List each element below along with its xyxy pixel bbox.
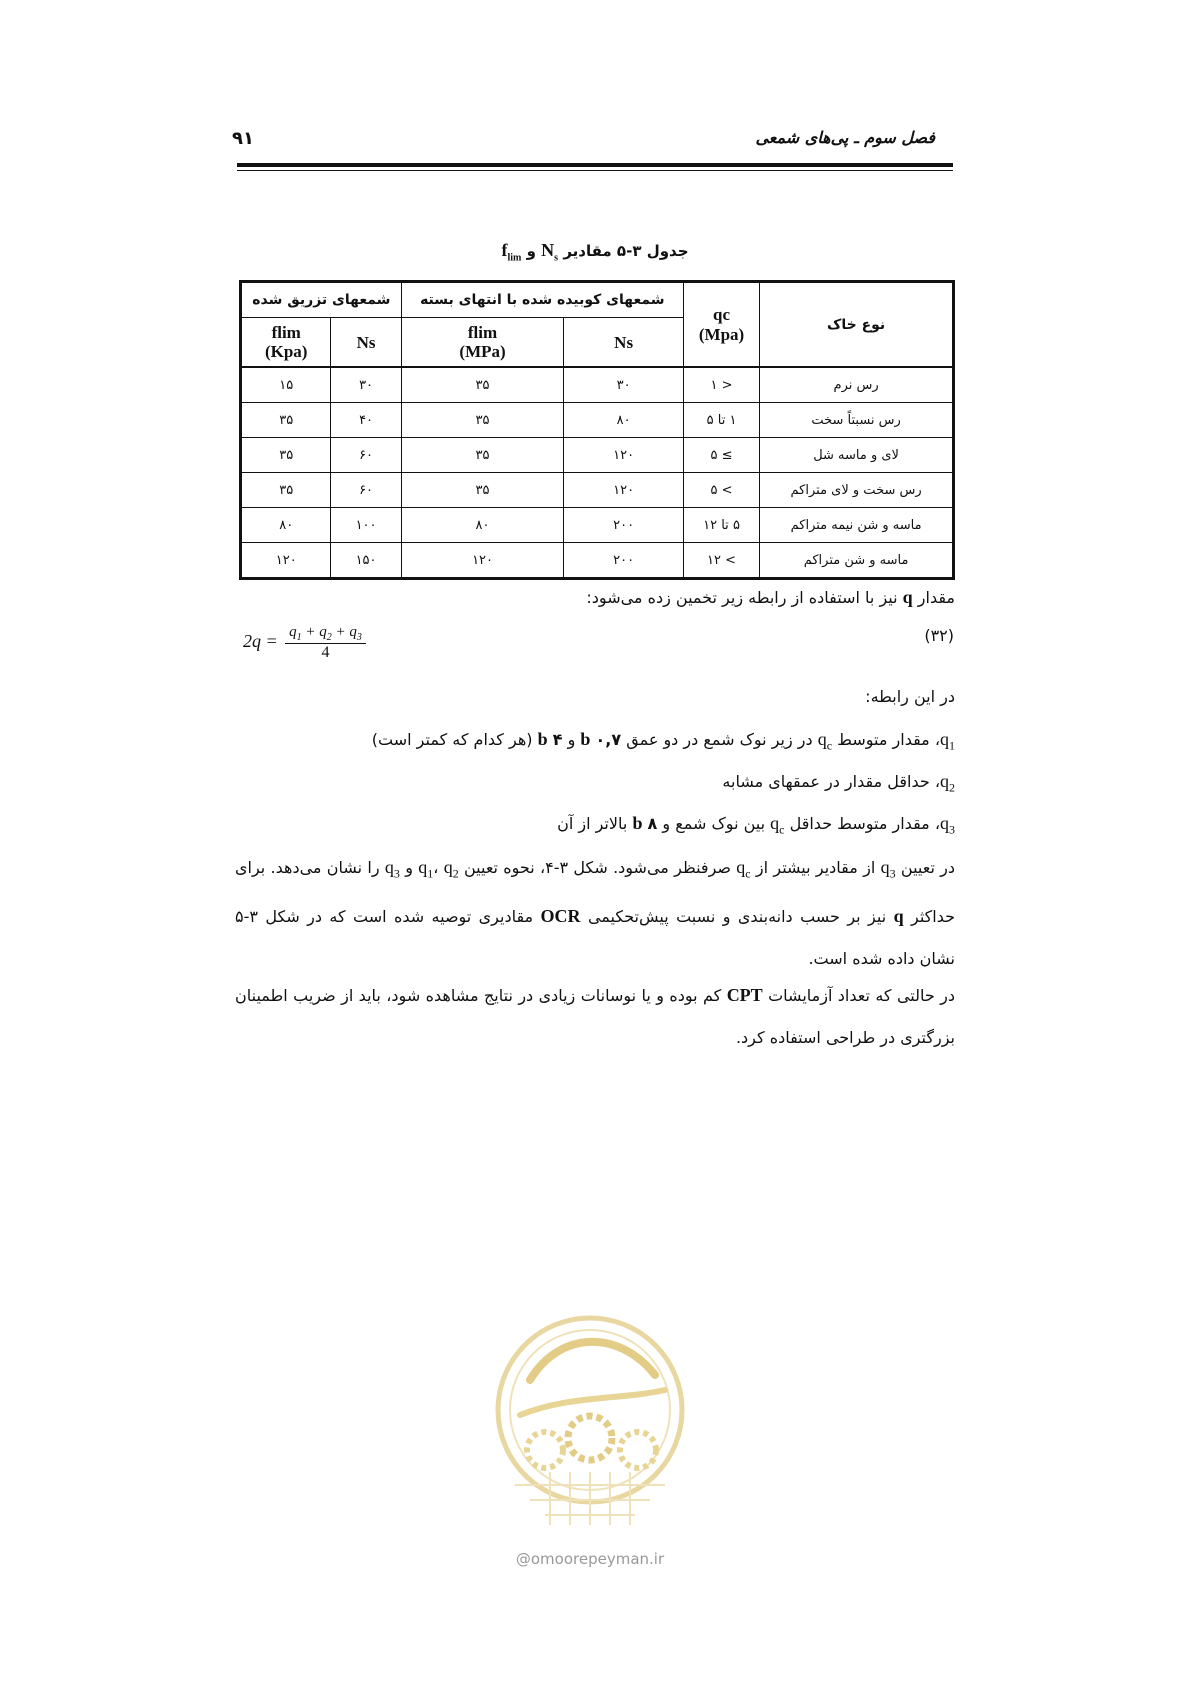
caption-and: و [526,242,536,260]
chapter-title: فصل سوم ـ پی‌های شمعی [755,128,935,147]
table-row [241,473,954,508]
cell-driven-ns: ۸۰ [564,403,684,438]
cell-driven-ns: ۲۰۰ [564,508,684,543]
cell-driven-flim: ۳۵ [401,367,564,403]
header-driven-piles: شمعهای کوبیده شده با انتهای بسته [401,282,683,318]
table-row [241,367,954,403]
cell-soil: رس نسبتاً سخت [760,403,954,438]
cell-driven-ns: ۱۲۰ [564,473,684,508]
cell-qc: ≥ ۵ [683,438,759,473]
cell-soil: لای و ماسه شل [760,438,954,473]
equation-denominator: 4 [321,644,330,661]
soil-parameter-table [239,280,955,580]
equation-number: (۳۲) [924,626,954,645]
cell-driven-flim: ۳۵ [401,403,564,438]
cell-injected-flim: ۳۵ [241,438,331,473]
caption-prefix: جدول ۳-۵ مقادیر [563,242,689,260]
header-qc: qc (Mpa) [683,282,759,368]
header-driven-ns: Ns [564,318,684,368]
cell-driven-flim: ۳۵ [401,473,564,508]
equation-numerator: $q_1 + q_2 + q_3$ [285,624,366,644]
cell-soil: رس سخت و لای متراکم [760,473,954,508]
cell-soil: ماسه و شن نیمه متراکم [760,508,954,543]
equation: 2q = $\frac{q_1 + q_2 + q_3}{4}$ [243,624,366,662]
cell-injected-flim: ۳۵ [241,473,331,508]
cell-soil: رس نرم [760,367,954,403]
cell-qc: < ۱ [683,367,759,403]
table-row [241,508,954,543]
header-injected-ns: Ns [331,318,401,368]
cell-injected-ns: ۶۰ [331,473,401,508]
header-driven-flim: flim (MPa) [401,318,564,368]
cell-driven-flim: ۱۲۰ [401,543,564,579]
watermark-logo [490,1300,690,1540]
cell-injected-ns: ۱۰۰ [331,508,401,543]
page-number: ۹۱ [232,128,254,149]
intro-paragraph: مقدار q نیز با استفاده از رابطه زیر تخمین زده می‌شود: [586,587,955,607]
cell-driven-flim: ۳۵ [401,438,564,473]
caption-ns: $N_s$ [541,240,559,264]
cell-injected-flim: ۳۵ [241,403,331,438]
table-row [241,543,954,579]
cell-injected-ns: ۶۰ [331,438,401,473]
paragraph-determination: در تعیین $q_3$ از مقادیر بیشتر از $q_c$ صرفنظر می‌شود. شکل ۳-۴، نحوه تعیین $q_1،$ $q_2$ و $q_3$ را نشان می‌دهد. برای حداکثر q نیز بر حسب دانه‌بندی و نسبت پیش‌تحکیمی OCR مقادیری توصیه شده است که در شکل ۳-۵ نشان داده شده است. [235,857,956,968]
cell-injected-ns: ۱۵۰ [331,543,401,579]
cell-injected-ns: ۴۰ [331,403,401,438]
cell-qc: > ۵ [683,473,759,508]
cell-driven-ns: ۱۲۰ [564,438,684,473]
cell-soil: ماسه و شن متراکم [760,543,954,579]
table-row [241,403,954,438]
watermark-site: @omoorepeyman.ir [515,1550,665,1568]
header-soil-type: نوع خاک [760,282,954,368]
paragraph-cpt: در حالتی که تعداد آزمایشات CPT کم بوده و یا نوسانات زیادی در نتایج مشاهده شود، باید از ضریب اطمینان بزرگتری در طراحی استفاده کرد. [235,985,956,1047]
cell-driven-flim: ۸۰ [401,508,564,543]
cell-qc: ۱ تا ۵ [683,403,759,438]
relation-heading: در این رابطه: [865,687,955,706]
caption-flim: $f_{lim}$ [501,240,522,264]
cell-driven-ns: ۲۰۰ [564,543,684,579]
header-rule-thin [237,170,953,171]
q1-definition: $q_1،$ مقدار متوسط $q_c$ در زیر نوک شمع در دو عمق ۰,۷ b و ۴ b (هر کدام که کمتر است) [371,729,955,753]
header-rule-thick [237,163,953,167]
table-caption [0,240,1190,264]
cell-qc: > ۱۲ [683,543,759,579]
cell-qc: ۵ تا ۱۲ [683,508,759,543]
cell-injected-flim: ۸۰ [241,508,331,543]
cell-driven-ns: ۳۰ [564,367,684,403]
cell-injected-flim: ۱۵ [241,367,331,403]
cell-injected-ns: ۳۰ [331,367,401,403]
header-injected-flim: flim (Kpa) [241,318,331,368]
q2-definition: $q_2،$ حداقل مقدار در عمقهای مشابه [722,771,955,795]
cell-injected-flim: ۱۲۰ [241,543,331,579]
header-injected-piles: شمعهای تزریق شده [241,282,402,318]
q3-definition: $q_3،$ مقدار متوسط حداقل $q_c$ بین نوک شمع و ۸ b بالاتر از آن [557,813,955,837]
table-row [241,438,954,473]
